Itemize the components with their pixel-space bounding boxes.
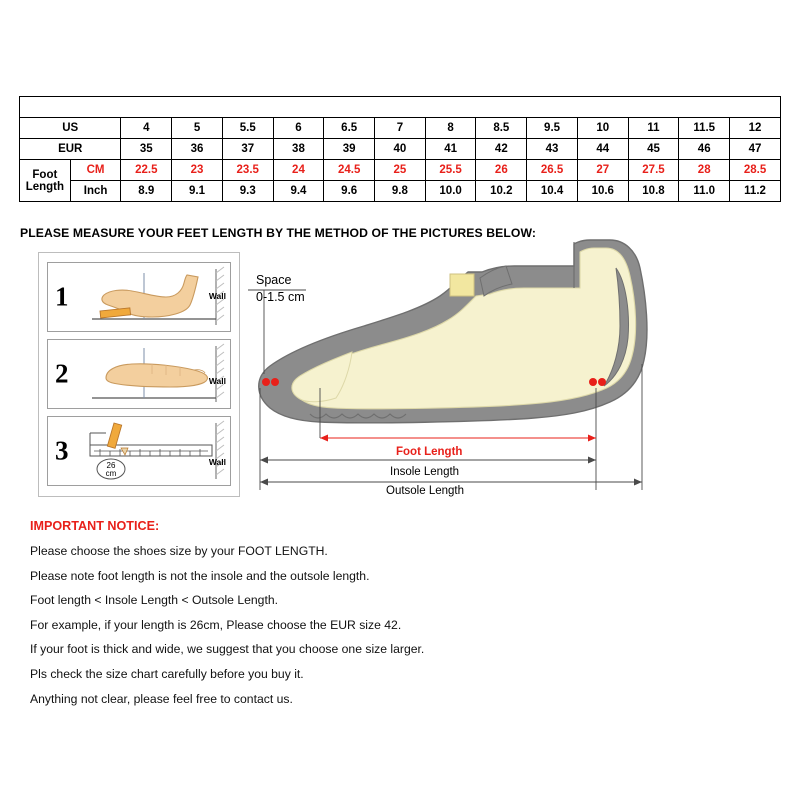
notice-title: IMPORTANT NOTICE: <box>30 519 160 533</box>
measure-instruction: PLEASE MEASURE YOUR FEET LENGTH BY THE METHOD OF THE PICTURES BELOW: <box>20 226 537 240</box>
row-unit-cm: CM <box>70 160 121 181</box>
cell-inch-4: 9.6 <box>324 181 375 202</box>
cell-inch-8: 10.4 <box>527 181 578 202</box>
outsole-length-label: Outsole Length <box>386 485 465 497</box>
cell-eur-3: 38 <box>273 139 324 160</box>
cell-inch-5: 9.8 <box>375 181 426 202</box>
cell-eur-7: 42 <box>476 139 527 160</box>
table-row-footlength-inch <box>20 181 781 202</box>
step-1 <box>47 262 231 332</box>
step-3-illustration <box>48 417 232 487</box>
row-label-eur: EUR <box>20 139 121 160</box>
step-1-illustration <box>48 263 232 333</box>
cell-eur-10: 45 <box>628 139 679 160</box>
table-title-row <box>20 97 781 118</box>
cell-us-6: 8 <box>425 118 476 139</box>
cell-inch-0: 8.9 <box>121 181 172 202</box>
chart-title: CEOXEAGLE Unisex Shoes Size Chart <box>20 97 781 118</box>
step-1-number: 1 <box>55 281 69 312</box>
cell-cm-3: 24 <box>273 160 324 181</box>
cell-us-8: 9.5 <box>527 118 578 139</box>
step-3-wall-label: Wall <box>208 457 226 467</box>
cell-cm-5: 25 <box>375 160 426 181</box>
cell-us-4: 6.5 <box>324 118 375 139</box>
step-3 <box>47 416 231 486</box>
size-chart-table-wrapper <box>19 96 781 202</box>
cell-us-7: 8.5 <box>476 118 527 139</box>
space-label <box>256 272 305 306</box>
cell-us-0: 4 <box>121 118 172 139</box>
cell-eur-8: 43 <box>527 139 578 160</box>
cell-inch-11: 11.0 <box>679 181 730 202</box>
svg-text:cm: cm <box>105 469 117 478</box>
cell-us-5: 7 <box>375 118 426 139</box>
notice-line-6: Anything not clear, please feel free to contact us. <box>30 691 293 706</box>
cell-us-12: 12 <box>730 118 781 139</box>
insole-length-label: Insole Length <box>390 466 460 478</box>
cell-eur-2: 37 <box>222 139 273 160</box>
shoe-diagram-svg <box>244 238 784 500</box>
cell-eur-5: 40 <box>375 139 426 160</box>
space-label-line1: Space <box>256 273 292 287</box>
notice-line-2: Foot length < Insole Length < Outsole Length. <box>30 593 278 608</box>
notice-lines <box>30 539 730 711</box>
cell-cm-12: 28.5 <box>730 160 781 181</box>
cell-us-11: 11.5 <box>679 118 730 139</box>
cell-eur-1: 36 <box>172 139 223 160</box>
cell-inch-6: 10.0 <box>425 181 476 202</box>
cell-inch-3: 9.4 <box>273 181 324 202</box>
cell-us-2: 5.5 <box>222 118 273 139</box>
row-unit-inch: Inch <box>70 181 121 202</box>
step-1-wall-label: Wall <box>208 291 226 301</box>
cell-eur-4: 39 <box>324 139 375 160</box>
table-row-footlength-cm <box>20 160 781 181</box>
notice-line-0: Please choose the shoes size by your FOOT LENGTH. <box>30 544 328 558</box>
size-chart-table <box>19 96 781 202</box>
cell-cm-7: 26 <box>476 160 527 181</box>
cell-cm-9: 27 <box>577 160 628 181</box>
cell-cm-8: 26.5 <box>527 160 578 181</box>
notice-line-4: If your foot is thick and wide, we suggest that you choose one size larger. <box>30 642 425 657</box>
notice-line-3: For example, if your length is 26cm, Please choose the EUR size 42. <box>30 617 402 632</box>
cell-inch-12: 11.2 <box>730 181 781 202</box>
notice-line-1: Please note foot length is not the insole and the outsole length. <box>30 568 370 583</box>
shoe-diagram <box>244 238 784 500</box>
cell-us-1: 5 <box>172 118 223 139</box>
row-label-us: US <box>20 118 121 139</box>
measuring-steps-panel <box>38 252 240 497</box>
cell-inch-9: 10.6 <box>577 181 628 202</box>
cell-inch-7: 10.2 <box>476 181 527 202</box>
cell-us-9: 10 <box>577 118 628 139</box>
step-2-wall-label: Wall <box>208 376 226 386</box>
cell-cm-1: 23 <box>172 160 223 181</box>
cell-inch-2: 9.3 <box>222 181 273 202</box>
cell-cm-2: 23.5 <box>222 160 273 181</box>
cell-eur-11: 46 <box>679 139 730 160</box>
cell-cm-10: 27.5 <box>628 160 679 181</box>
cell-eur-12: 47 <box>730 139 781 160</box>
cell-inch-1: 9.1 <box>172 181 223 202</box>
step-3-number: 3 <box>55 435 69 466</box>
notice-line-5: Pls check the size chart carefully before you buy it. <box>30 666 304 681</box>
cell-us-10: 11 <box>628 118 679 139</box>
foot-length-label: Foot Length <box>396 446 463 458</box>
cell-eur-0: 35 <box>121 139 172 160</box>
cell-us-3: 6 <box>273 118 324 139</box>
table-row-us <box>20 118 781 139</box>
step-2-illustration <box>48 340 232 410</box>
cell-eur-6: 41 <box>425 139 476 160</box>
step-2 <box>47 339 231 409</box>
cell-cm-4: 24.5 <box>324 160 375 181</box>
svg-text:26: 26 <box>106 461 116 470</box>
row-label-foot-length: Foot Length <box>20 160 71 202</box>
step-2-number: 2 <box>55 358 69 389</box>
cell-eur-9: 44 <box>577 139 628 160</box>
table-row-eur <box>20 139 781 160</box>
space-label-line2: 0-1.5 cm <box>256 290 305 304</box>
cell-cm-0: 22.5 <box>121 160 172 181</box>
cell-inch-10: 10.8 <box>628 181 679 202</box>
cell-cm-6: 25.5 <box>425 160 476 181</box>
cell-cm-11: 28 <box>679 160 730 181</box>
